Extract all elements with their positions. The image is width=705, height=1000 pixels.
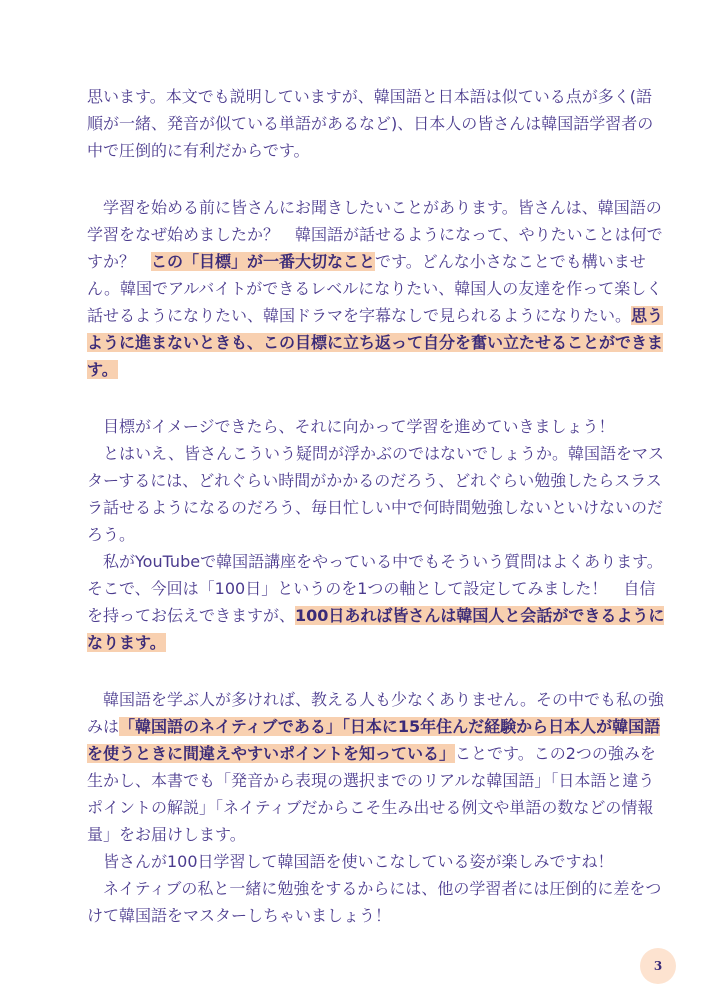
text-segment: ラ話せるようになるのだろう、毎日忙しい中で何時間勉強しないといけないのだ [87, 498, 664, 517]
text-segment: ネイティブの私と一緒に勉強をするからには、他の学習者には圧倒的に差をつ [87, 879, 662, 898]
highlighted-text: ように進まないときも、この目標に立ち返って自分を奮い立たせることができま [87, 333, 664, 352]
text-segment: そこで、今回は「100日」というのを1つの軸として設定してみました！ 自信 [87, 579, 656, 598]
text-segment: ん。韓国でアルバイトができるレベルになりたい、韓国人の友達を作って楽しく [87, 279, 663, 298]
text-line [87, 194, 662, 221]
text-segment: ターするには、どれぐらい時間がかかるのだろう、どれぐらい勉強したらスラス [87, 471, 662, 490]
text-section [87, 413, 665, 656]
text-segment: ろう。 [87, 525, 136, 544]
highlighted-text: 「韓国語のネイティブである」「日本に15年住んだ経験から日本人が韓国語 [119, 717, 661, 736]
text-line [87, 602, 665, 629]
body-text [87, 83, 665, 959]
highlighted-text: 思う [631, 306, 664, 325]
text-segment: ことです。この2つの強みを [455, 744, 656, 763]
text-line [87, 875, 662, 902]
text-segment: 学習を始める前に皆さんにお聞きしたいことがあります。皆さんは、韓国語の [87, 198, 662, 217]
text-line [87, 248, 644, 275]
text-line [87, 413, 644, 440]
highlighted-text: 100日あれば皆さんは韓国人と会話ができるように [295, 606, 665, 625]
text-segment: とはいえ、皆さんこういう疑問が浮かぶのではないでしょうか。韓国語をマス [87, 444, 664, 463]
text-segment: けて韓国語をマスターしちゃいましょう！ [87, 906, 392, 925]
highlighted-text: この「目標」が一番大切なこと [151, 252, 376, 271]
text-segment: 私がYouTubeで韓国語講座をやっている中でもそういう質問はよくあります。 [87, 552, 663, 571]
text-line [87, 629, 644, 656]
text-segment: を持ってお伝えできますが、 [87, 606, 296, 625]
paragraph [87, 413, 644, 440]
text-line [87, 494, 664, 521]
paragraph [87, 83, 654, 164]
text-section [87, 194, 664, 383]
page-number: 3 [640, 948, 676, 984]
paragraph [87, 848, 644, 875]
text-segment: みは [87, 717, 120, 736]
text-line [87, 302, 664, 329]
text-segment: 生かし、本書でも「発音から表現の選択までのリアルな韓国語」「日本語と違う [87, 771, 655, 790]
paragraph [87, 548, 665, 656]
paragraph [87, 875, 662, 929]
text-line [87, 83, 652, 110]
text-line [87, 575, 656, 602]
highlighted-text: なります。 [87, 633, 166, 652]
text-segment: 皆さんが100日学習して韓国語を使いこなしている姿が楽しみですね！ [87, 852, 614, 871]
text-section [87, 686, 664, 929]
text-line [87, 329, 664, 356]
text-segment: 量」をお届けします。 [87, 825, 246, 844]
highlighted-text: す。 [87, 360, 118, 379]
text-segment: です。どんな小さなことでも構いませ [375, 252, 646, 271]
text-line [87, 794, 654, 821]
text-line [87, 110, 654, 137]
text-segment: 中で圧倒的に有利だからです。 [87, 141, 310, 160]
paragraph [87, 194, 664, 383]
text-segment: ポイントの解説」「ネイティブだからこそ生み出せる例文や単語の数などの情報 [87, 798, 654, 817]
text-line [87, 767, 655, 794]
text-line [87, 740, 656, 767]
text-line [87, 221, 663, 248]
text-line [87, 521, 644, 548]
text-line [87, 821, 644, 848]
text-segment: 韓国語を学ぶ人が多ければ、教える人も少なくありません。その中でも私の強 [87, 690, 664, 709]
text-line [87, 848, 644, 875]
paragraph [87, 440, 664, 548]
text-line [87, 137, 644, 164]
text-segment: 学習をなぜ始めましたか？ 韓国語が話せるようになって、やりたいことは何で [87, 225, 663, 244]
text-line [87, 902, 644, 929]
highlighted-text: を使うときに間違えやすいポイントを知っている」 [87, 744, 456, 763]
text-segment: 思います。本文でも説明していますが、韓国語と日本語は似ている点が多く(語 [87, 87, 652, 106]
text-line [87, 440, 664, 467]
text-line [87, 686, 664, 713]
text-line [87, 467, 662, 494]
text-section [87, 83, 654, 164]
text-segment: 目標がイメージできたら、それに向かって学習を進めていきましょう！ [87, 417, 615, 436]
text-segment: すか？ [87, 252, 152, 271]
text-segment: 順が一緒、発音が似ている単語があるなど)、日本人の皆さんは韓国語学習者の [87, 114, 654, 133]
text-line [87, 713, 661, 740]
text-line [87, 356, 644, 383]
text-line [87, 548, 663, 575]
text-segment: 話せるようになりたい、韓国ドラマを字幕なしで見られるようになりたい。 [87, 306, 632, 325]
paragraph [87, 686, 664, 848]
text-line [87, 275, 663, 302]
